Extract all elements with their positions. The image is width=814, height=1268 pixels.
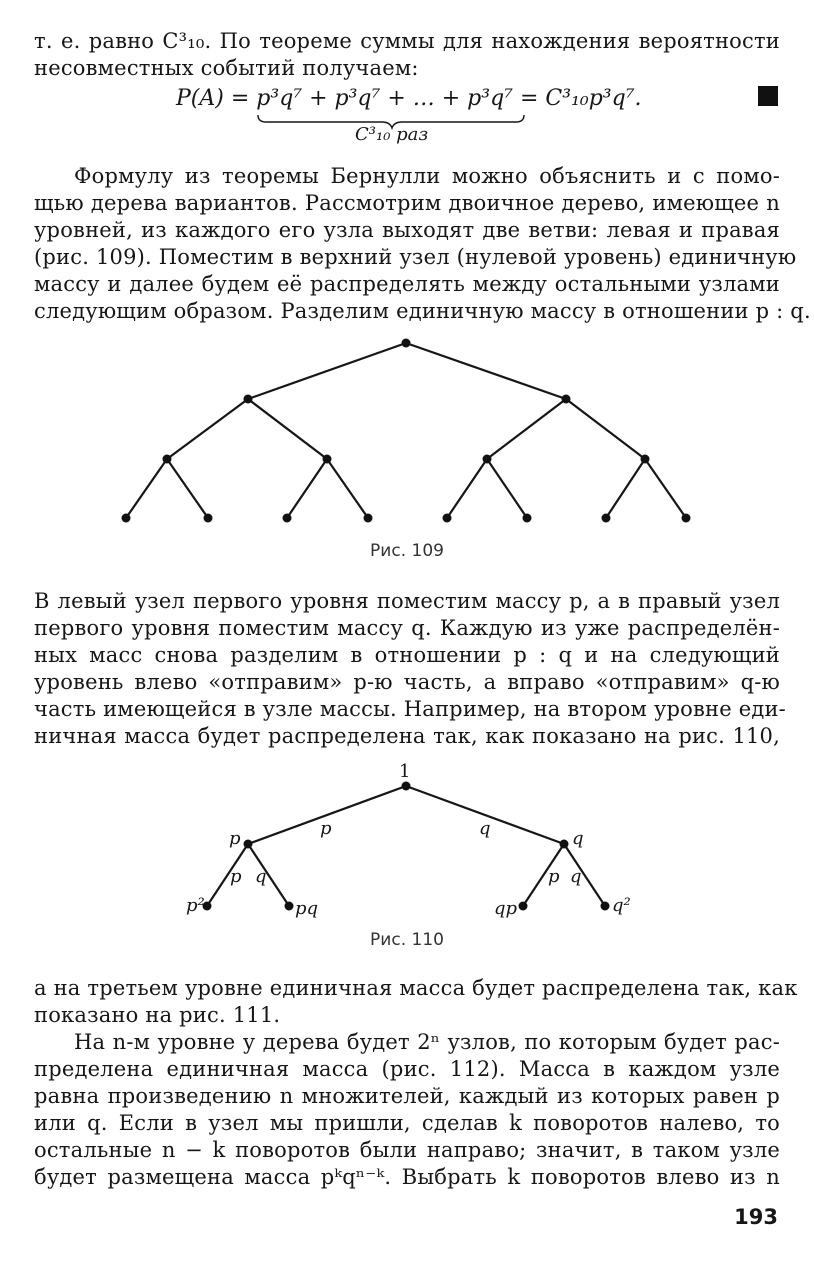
figure-109-tree xyxy=(0,335,814,535)
text-line: первого уровня поместим массу q. Каждую из уже распределён- xyxy=(34,616,780,640)
brace-label: C³₁₀ раз xyxy=(355,124,429,145)
figure-110-tree xyxy=(0,756,814,926)
text-line: Формулу из теоремы Бернулли можно объяснить и с помо- xyxy=(74,164,780,188)
edge-label-rr: q xyxy=(570,866,582,887)
tree-node xyxy=(402,339,411,348)
root-label: 1 xyxy=(399,761,411,782)
edge-label-ll: p xyxy=(230,866,242,887)
tree-node xyxy=(519,902,528,911)
tree-node xyxy=(244,395,253,404)
figure-109-caption: Рис. 109 xyxy=(370,541,444,561)
text-line: т. е. равно C³₁₀. По теореме суммы для нахождения вероятности xyxy=(34,29,780,53)
text-line: пределена единичная масса (рис. 112). Масса в каждом узле xyxy=(34,1057,780,1081)
text-line: показано на рис. 111. xyxy=(34,1003,281,1027)
edge-label-right: q xyxy=(479,818,491,839)
text-line: или q. Если в узел мы пришли, сделав k поворотов налево, то xyxy=(34,1111,780,1135)
tree-node xyxy=(560,840,569,849)
tree-node xyxy=(204,514,213,523)
underbrace xyxy=(0,84,814,156)
tree-node xyxy=(163,455,172,464)
leaf-label: q² xyxy=(612,895,631,916)
text-line: уровней, из каждого его узла выходят две ветви: левая и правая xyxy=(34,218,780,242)
formula-sum: p³q⁷ + p³q⁷ + … + p³q⁷ xyxy=(256,86,513,111)
text-line: массу и далее будем её распределять между остальными узлами xyxy=(34,272,780,296)
tree-node xyxy=(602,514,611,523)
text-line: уровень влево «отправим» p-ю часть, а вправо «отправим» q-ю xyxy=(34,670,780,694)
tree-node xyxy=(402,782,411,791)
qed-square xyxy=(758,86,778,106)
tree-node xyxy=(283,514,292,523)
tree-node xyxy=(601,902,610,911)
tree-node xyxy=(323,455,332,464)
text-line: В левый узел первого уровня поместим массу p, а в правый узел xyxy=(34,589,780,613)
leaf-label: pq xyxy=(295,898,319,919)
formula-rhs: = C³₁₀p³q⁷. xyxy=(519,86,642,111)
tree-node xyxy=(244,840,253,849)
text-line: остальные n − k поворотов были направо; значит, в таком узле xyxy=(34,1138,780,1162)
tree-node xyxy=(122,514,131,523)
text-line: а на третьем уровне единичная масса будет распределена так, как xyxy=(34,976,798,1000)
text-line: (рис. 109). Поместим в верхний узел (нулевой уровень) единичную xyxy=(34,245,797,269)
text-line: На n-м уровне у дерева будет 2ⁿ узлов, по которым будет рас- xyxy=(74,1030,780,1054)
tree-node xyxy=(364,514,373,523)
text-line: ничная масса будет распределена так, как показано на рис. 110, xyxy=(34,724,780,748)
page-number: 193 xyxy=(734,1205,778,1229)
text-line: следующим образом. Разделим единичную массу в отношении p : q. xyxy=(34,299,811,323)
tree-node xyxy=(562,395,571,404)
leaf-label: p² xyxy=(186,895,205,916)
figure-110-caption: Рис. 110 xyxy=(370,930,444,950)
tree-node xyxy=(483,455,492,464)
tree-node xyxy=(641,455,650,464)
text-line: несовместных событий получаем: xyxy=(34,56,419,80)
leaf-label: qp xyxy=(494,898,518,919)
text-line: равна произведению n множителей, каждый из которых равен p xyxy=(34,1084,780,1108)
edge-label-rl: p xyxy=(548,866,560,887)
formula-lhs: P(A) = xyxy=(176,86,250,111)
edge-label-lr: q xyxy=(255,866,267,887)
bernoulli-formula xyxy=(0,84,814,156)
tree-node xyxy=(285,902,294,911)
tree-node xyxy=(443,514,452,523)
text-line: ных масс снова разделим в отношении p : q и на следующий xyxy=(34,643,780,667)
edge-label-left: p xyxy=(320,818,332,839)
text-line: будет размещена масса pᵏqⁿ⁻ᵏ. Выбрать k поворотов влево из n xyxy=(34,1165,780,1189)
node-label-left: p xyxy=(229,828,241,849)
node-label-right: q xyxy=(572,828,584,849)
text-line: часть имеющейся в узле массы. Например, на втором уровне еди- xyxy=(34,697,786,721)
tree-node xyxy=(682,514,691,523)
tree-node xyxy=(523,514,532,523)
text-line: щью дерева вариантов. Рассмотрим двоичное дерево, имеющее n xyxy=(34,191,780,215)
